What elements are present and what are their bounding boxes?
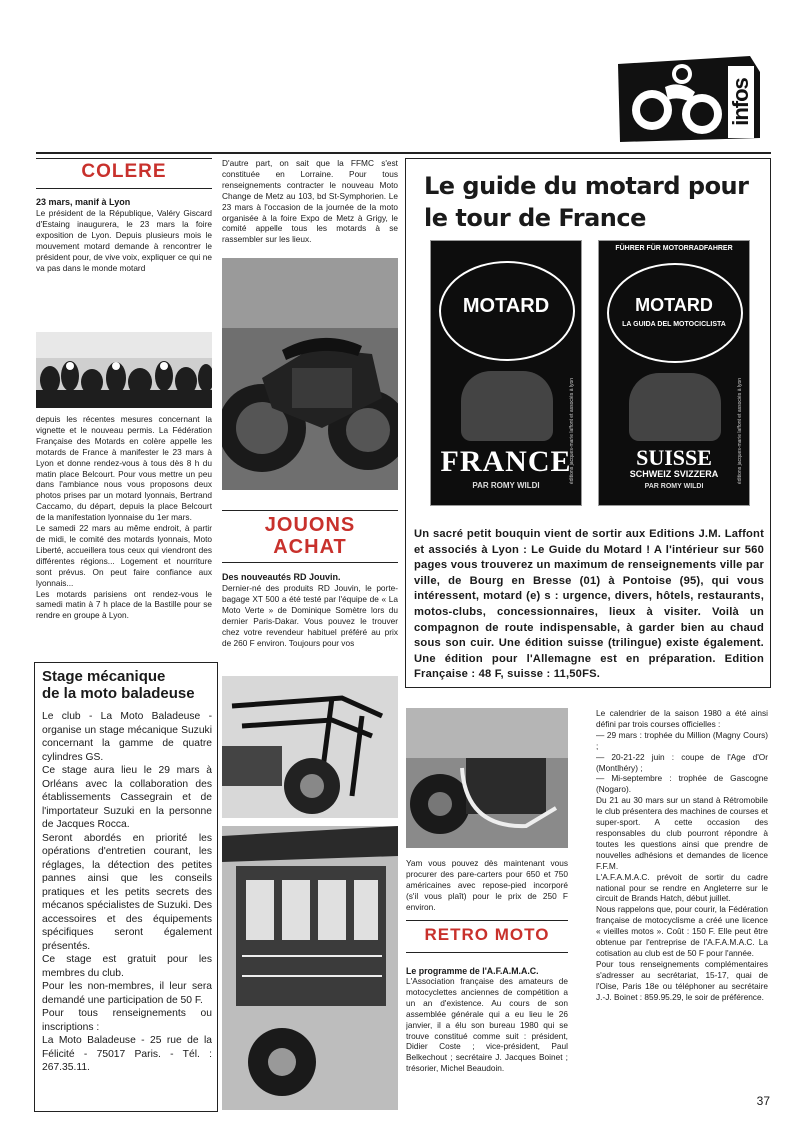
stage-paragraph: Pour les non-membres, il leur sera demandé une participation de 50 F. <box>42 981 212 1006</box>
top-rule <box>36 152 771 154</box>
retro-body <box>596 708 768 1002</box>
jouons-title-line: JOUONS <box>264 514 356 536</box>
retro-paragraph: L'Association française des amateurs de motocyclettes anciennes de compétition a un an d'existence. Au cours de son assemblée générale qui a eu lieu le 26 janvier, il a élu son bureau 1980 qui se trouve constitué comme suit : président, Didier Coste ; vice-président, Paul Belkechout ; secrétaire J. Jacques Boinet ; trésorier, Michel Beaudoin. <box>406 976 568 1074</box>
cover-side-text: LA GUIDA DEL MOTOCICLISTA <box>622 321 726 328</box>
cover-publisher: éditions jacques-marie laffont et associés à lyon <box>737 377 744 485</box>
engine-photo <box>222 826 398 1110</box>
retro-paragraph: Pour tous renseignements complémentaires s'adresser au secrétariat, 15-17, quai de l'Oise, Paris 18e ou téléphoner au secrétaire J.-J. Boinet : 859.95.29, le soir de préférence. <box>596 958 768 1002</box>
porte-bagage-photo <box>222 676 398 818</box>
retro-title: RETRO MOTO <box>424 925 550 944</box>
colere-title: COLERE <box>81 161 167 182</box>
stage-paragraph: Le club - La Moto Baladeuse - organise un stage mécanique Suzuki concernant la gamme de quatre cylindres GS. <box>42 711 212 763</box>
cover-author: PAR ROMY WILDI <box>472 481 540 490</box>
stage-paragraph: Ce stage aura lieu le 29 mars à Orléans avec la collaboration des établissements Cassegrain et de l'importateur Suzuki en la personne de Jacques Rocca. <box>42 765 212 830</box>
jouons-cont: Yam vous pouvez dès maintenant vous procurer des pare-carters pour 650 et 750 américaines avec repose-pied incorporé (s'il vous plaît) pour le prix de 250 F environ. <box>406 858 568 912</box>
ffmc-text: D'autre part, on sait que la FFMC s'est constituée en Lorraine. Pour tous renseignements contracter le nouveau Moto Change de Metz au 103, bd St-Symphorien. Le 23 mars à l'occasion de la journée de la moto organisée à la foire Expo de Metz à Grigy, le comité appelle tous les motards à se rassembler sur les lieux. <box>222 158 398 245</box>
retro-rule-bottom <box>406 952 568 953</box>
stage-title-line: Stage mécanique <box>42 668 166 685</box>
guide-cover-suisse <box>598 240 750 506</box>
pare-carters-photo <box>406 708 568 848</box>
jouons-rule-bottom <box>222 562 398 563</box>
colere-intro: Le président de la République, Valéry Giscard d'Estaing inaugurera, le 23 mars la foire exposition de Lyon. Depuis plusieurs mois le mouvement motard demande à rencontrer le président pour, de vive voix, expliquer ce qui ne va pas dans le monde motard <box>36 208 212 273</box>
colere-body <box>36 414 212 621</box>
logo-text: infos <box>728 78 753 126</box>
cover-country: FRANCE <box>440 445 572 478</box>
motorcycle-photo <box>222 258 398 490</box>
jouons-heading: Des nouveautés RD Jouvin. <box>222 572 341 582</box>
colere-paragraph: depuis les récentes mesures concernant la vignette et le nouveau permis. La Fédération Française des Motards en colère appelle les motards de France à manifester le 23 mars à Lyon et donne rendez-vous à tous dès 8 h du matin place Belcourt. Pour vous mettre un peu dans l'ambiance nous vous proposons deux photos prises par un motard lyonnais, Bertrand Caccamo, du départ, depuis la place Belcourt de la manifestation lyonnaise du 1er mars. <box>36 414 212 523</box>
infos-logo <box>610 52 768 146</box>
retro-paragraph: — 20-21-22 juin : coupe de l'Age d'Or (Montlhéry) ; <box>596 751 768 773</box>
retro-rule <box>406 920 568 921</box>
retro-paragraph: — Mi-septembre : trophée de Gascogne (Nogaro). <box>596 773 768 795</box>
colere-paragraph: Les motards parisiens ont rendez-vous le samedi matin à 7 h place de la Bastille pour se rendre en groupe à Lyon. <box>36 588 212 621</box>
retro-paragraph: Du 21 au 30 mars sur un stand à Rétromobile le club présentera des machines de courses et super-sport. A cette occasion des responsables du club pourront répondre à toutes les questions ainsi que prendre de nouvelles adhésions et demandes de licence F.F.M. <box>596 795 768 871</box>
retro-paragraph: Le calendrier de la saison 1980 a été ainsi défini par trois courses officielles : <box>596 708 768 729</box>
jouons-title-line: ACHAT <box>273 536 347 558</box>
jouons-rule <box>222 510 398 511</box>
retro-intro-col3 <box>406 976 568 1074</box>
stage-title-line: de la moto baladeuse <box>42 685 195 702</box>
cover-country: SUISSE <box>636 445 712 470</box>
page-number: 37 <box>756 1094 770 1108</box>
stage-title <box>42 668 212 702</box>
cover-top-text: FÜHRER FÜR MOTORRADFAHRER <box>615 245 733 252</box>
cover-photo <box>629 373 721 441</box>
stage-paragraph: Pour tous renseignements ou inscriptions : <box>42 1008 212 1033</box>
manif-photo <box>36 332 212 408</box>
cover-sub: SCHWEIZ SVIZZERA <box>629 469 719 479</box>
stage-paragraph: Ce stage est gratuit pour les membres du club. <box>42 954 212 979</box>
cover-brand: MOTARD <box>462 295 550 317</box>
cover-publisher: éditions jacques-marie laffont et associés à lyon <box>569 377 576 485</box>
cover-brand: MOTARD <box>635 295 713 315</box>
guide-cover-france <box>430 240 582 506</box>
colere-rule-bottom <box>36 188 212 189</box>
stage-body <box>42 710 212 1075</box>
cover-photo <box>461 371 553 441</box>
colere-paragraph: Le samedi 22 mars au même endroit, à partir de midi, le comité des motards lyonnais, Moto Liberté, accueillera tous ceux qui viendront des différentes régions... Logement et nourriture sont prévus. On peut faire confiance aux lyonnais... <box>36 523 212 588</box>
stage-paragraph: Seront abordés en priorité les opérations d'entretien courant, les réglages, la détection des petites pannes ainsi que les conseils pratiques et les petits secrets des mécanos spécialistes de Suzuki. Des accessoires et des équipements spécifiques seront également présentés. <box>42 832 212 952</box>
colere-heading: 23 mars, manif à Lyon <box>36 197 131 207</box>
jouons-text: Dernier-né des produits RD Jouvin, le porte-bagage XT 500 a été testé par l'équipe de « La Moto Verte » de Dominique Somètre lors du dernier Paris-Dakar. Vous pouvez le trouver chez votre revendeur habituel préféré au prix de 260 F environ. Toujours pour vos <box>222 583 398 648</box>
jouons-title <box>222 514 398 558</box>
guide-text: Un sacré petit bouquin vient de sortir aux Editions J.M. Laffont et associés à Lyon : Le Guide du Motard ! A l'intérieur sur 560 pages vous trouverez un maximum de renseignements ville par ville, de Bourg en Bresse (01) à Pontoise (95), qui vous intéressent, motard (e) s : urgence, divers, hôtels, restaurants, motos-clubs, concessionnaires, lieux à visiter. Voilà un compagnon de route indispensable, à garder bien au chaud sous son cuir. Une édition suisse (trilingue) existe également. Une édition pour l'Allemagne est en préparation. Edition Française : 48 F, suisse : 11,50FS. <box>414 528 764 681</box>
retro-paragraph: Nous rappelons que, pour courir, la Fédération française de motocyclisme a créé une licence « vieilles motos ». Coût : 150 F. Elle peut être obtenue par l'entreprise de l'A.F.A.M.A.C. La cotisation au club est de 50 F pour l'année. <box>596 904 768 958</box>
guide-title: Le guide du motard pour le tour de France <box>424 172 749 232</box>
retro-heading: Le programme de l'A.F.A.M.A.C. <box>406 966 539 976</box>
retro-paragraph: — 29 mars : trophée du Million (Magny Cours) ; <box>596 729 768 751</box>
cover-author: PAR ROMY WILDI <box>644 483 704 490</box>
colere-rule <box>36 158 212 159</box>
retro-paragraph: L'A.F.A.M.A.C. prévoit de sortir du cadre national pour se rendre en Angleterre sur le circuit de Brands Hatch, début juillet. <box>596 871 768 904</box>
stage-paragraph: La Moto Baladeuse - 25 rue de la Félicité - 75017 Paris. - Tél. : 267.35.11. <box>42 1035 212 1073</box>
